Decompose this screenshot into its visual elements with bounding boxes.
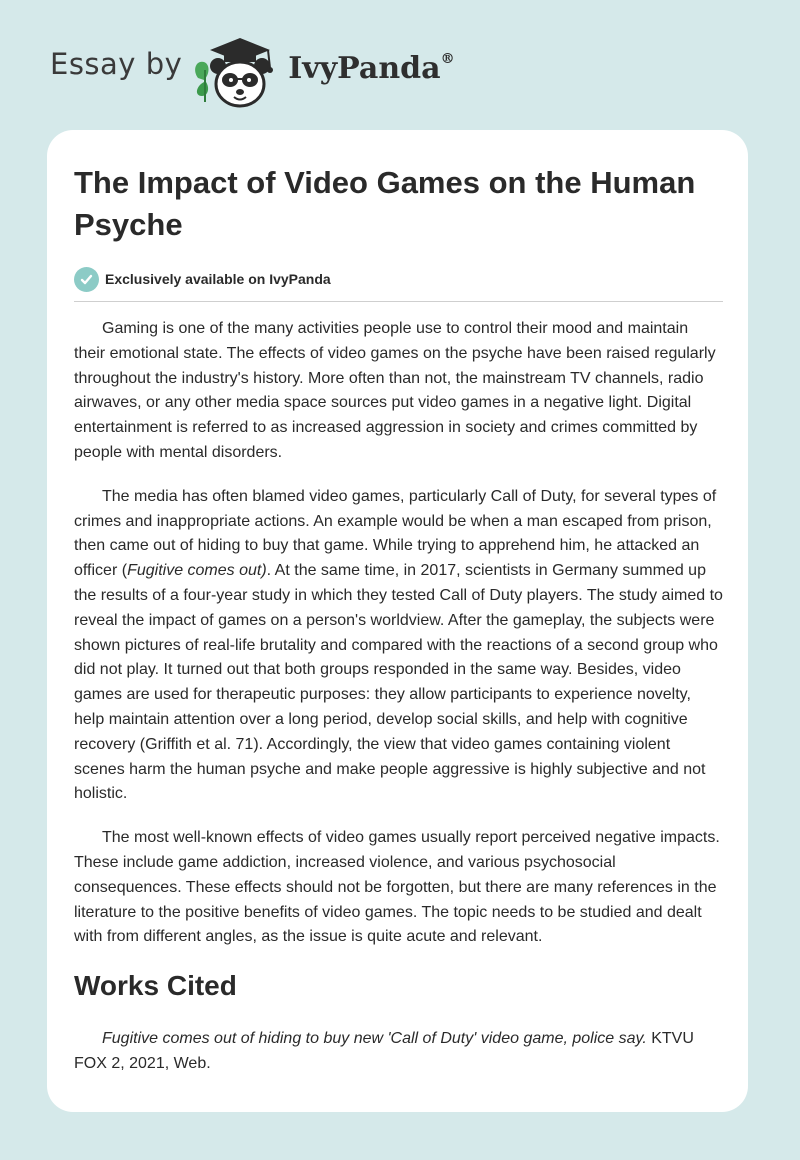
- exclusive-badge: [74, 266, 723, 292]
- exclusive-badge-text: Exclusively available on IvyPanda: [105, 271, 331, 287]
- paragraph-2-part-1: The media has often blamed video games, particularly Call of Duty, for several types of crimes and inappropriate actions. An example would be when a man escaped from prison, then came out of hiding to buy that game. While trying to apprehend him, he attacked an officer (: [74, 487, 717, 580]
- registered-mark: ®: [440, 50, 455, 67]
- essay-content: [74, 162, 723, 1077]
- paragraph-2-part-2: . At the same time, in 2017, scientists in Germany summed up the results of a four-year study in which they tested Call of Duty players. The study aimed to reveal the impact of games on a person's worldview. After the gameplay, the subjects were shown pictures of real-life brutality and compared with the reactions of a second group who did not play. It turned out that both groups responded in the same way. Besides, video games are used for therapeutic purposes: they allow participants to experience novelty, help maintain attention over a long period, develop social skills, and help with cognitive recovery (Griffith et al. 71). Accordingly, the view that video games containing violent scenes harm the human psyche and make people aggressive is highly subjective and not holistic.: [74, 562, 723, 803]
- paragraph-1: Gaming is one of the many activities people use to control their mood and maintain their emotional state. The effects of video games on the psyche have been raised regularly throughout the industry's history. More often than not, the mainstream TV channels, radio airwaves, or any other media space sources put video games in a negative light. Digital entertainment is referred to as increased aggression in society and crimes committed by people with mental disorders.: [74, 320, 716, 461]
- paragraph-2: [74, 485, 723, 807]
- brand-name[interactable]: [288, 51, 454, 86]
- citation-1-source: KTVU FOX 2, 2021, Web.: [74, 1030, 694, 1072]
- check-icon: [74, 267, 99, 292]
- paragraph-2-italic: Fugitive comes out): [127, 562, 267, 580]
- site-header: [50, 30, 455, 110]
- essay-by-label: Essay by: [50, 47, 183, 81]
- brand-text: IvyPanda: [288, 50, 441, 86]
- paragraph-3: The most well-known effects of video games usually report perceived negative impacts. These include game addiction, increased violence, and various psychosocial consequences. These effects should not be forgotten, but there are many references in the literature to the positive benefits of video games. The topic needs to be studied and dealt with from different angles, as the issue is quite acute and relevant.: [74, 829, 720, 946]
- citation-1: [74, 1027, 723, 1077]
- panda-graduate-icon[interactable]: [190, 30, 282, 110]
- essay-title: The Impact of Video Games on the Human Psyche: [74, 165, 696, 242]
- citation-1-title: Fugitive comes out of hiding to buy new 'Call of Duty' video game, police say.: [102, 1030, 647, 1048]
- title-divider: [74, 301, 723, 302]
- works-cited-heading: Works Cited: [74, 970, 237, 1002]
- essay-card: [47, 130, 748, 1112]
